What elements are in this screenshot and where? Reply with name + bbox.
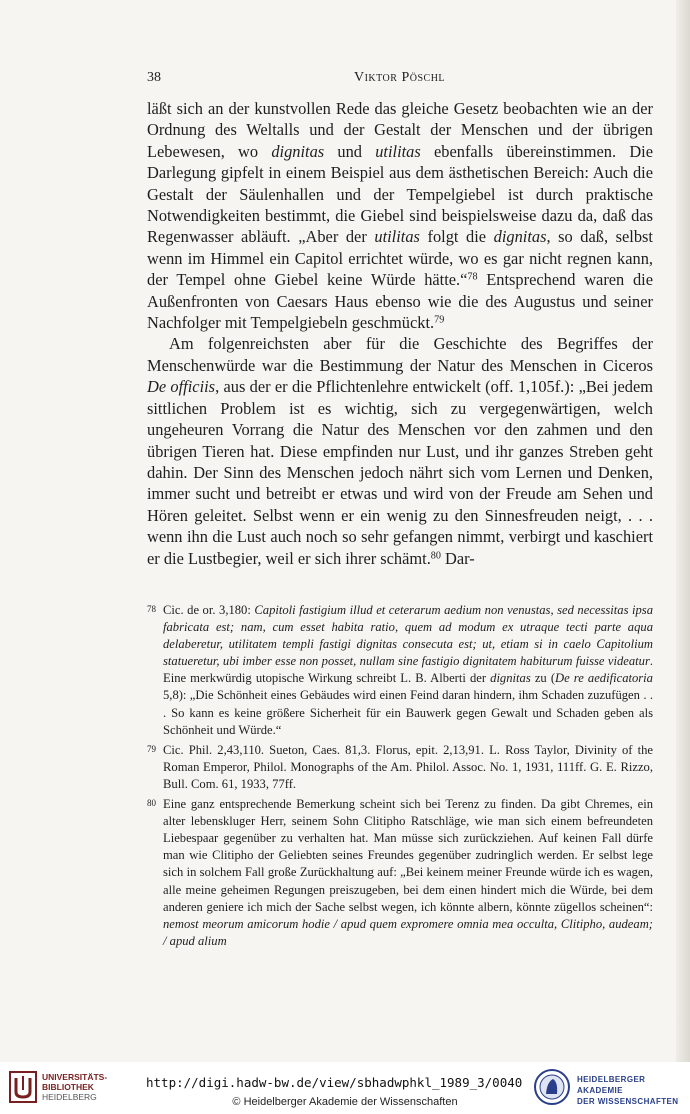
permalink-url[interactable]: http://digi.hadw-bw.de/view/sbhadwphkl_1989_3/0040 xyxy=(146,1075,523,1090)
university-library-name: UNIVERSITÄTS- BIBLIOTHEK HEIDELBERG xyxy=(42,1072,108,1102)
running-head xyxy=(147,70,652,90)
body-text xyxy=(147,98,653,569)
footnote-number: 78 xyxy=(147,604,156,614)
footnote xyxy=(147,742,653,793)
footnote-reference: 78 xyxy=(467,271,478,283)
page-number: 38 xyxy=(147,70,161,85)
footnote-text: Cic. Phil. 2,43,110. Sueton, Caes. 81,3. Florus, epit. 2,13,91. L. Ross Taylor, Divinity of the Roman Emperor, Philol. Monographs of the Am. Philol. Assoc. No. 1, 1931, 111ff. G. E. Rizzo, Bull. Com. 61, 1933, 77ff. xyxy=(163,742,653,791)
footnote-text: Cic. de or. 3,180: Capitoli fastigium illud et ceterarum aedium non venustas, sed necessitas ipsa fabricata est; nam, cum esset habita ratio, quem ad modum ex utraque tecti parte aqua delaberetur, utilitatem templi fastigi dignitas consecuta est; ut, etiam si in caelo Capitolium statueretur, ubi imber esse non posset, nullam sine fastigio dignitatem habiturum fuisse videatur. Eine merkwürdig utopische Wirkung schreibt L. B. Alberti der dignitas zu (De re aedificatoria 5,8): „Die Schönheit eines Gebäudes wird einen Feind daran hindern, ihm Schaden zuzufügen . . . So kann es keine größere Sicherheit für ein Bauwerk gegen Gewalt und Schaden geben als Schönheit und Würde.“ xyxy=(163,603,653,737)
academy-name: HEIDELBERGER AKADEMIE DER WISSENSCHAFTEN xyxy=(577,1075,679,1106)
footnote-number: 79 xyxy=(147,743,156,754)
viewer-footer xyxy=(0,1062,690,1114)
academy-seal-icon xyxy=(533,1068,571,1106)
footnotes xyxy=(147,602,653,953)
page-edge xyxy=(676,0,690,1062)
footnote-reference: 80 xyxy=(430,549,441,561)
footnote xyxy=(147,796,653,950)
footnote xyxy=(147,602,653,739)
footnote-reference: 79 xyxy=(434,314,445,326)
paragraph: läßt sich an der kunstvollen Rede das gleiche Gesetz beobachten wie an der Ordnung des Weltalls und der Gestalt der Menschen und der übrigen Lebewesen, wo dignitas und utilitas ebenfalls übereinstimmen. Die Darlegung gipfelt in einem Beispiel aus dem ästhetischen Bereich: Auch die Gestalt der Säulenhallen und der Tempelgiebel ist durch praktische Notwendigkeiten bestimmt, die Giebel sind beispielsweise dazu da, daß das Regenwasser abläuft. „Aber der utilitas folgt die dignitas, so daß, selbst wenn im Himmel ein Capitol errichtet würde, wo es gar nicht regnen kann, der Tempel ohne Giebel keine Würde hätte.“$^{78}$ Entsprechend waren die Außenfronten von Caesars Haus ebenso wie die des Augustus und seiner Nachfolger mit Tempelgiebeln geschmückt.$^{79}$ xyxy=(147,99,653,333)
running-title: Viktor Pöschl xyxy=(353,70,446,85)
paragraph: Am folgenreichsten aber für die Geschichte des Begriffes der Menschenwürde war die Bestimmung der Natur des Menschen in Ciceros De officiis, aus der er die Pflichtenlehre entwickelt (off. 1,105f.): „Bei jedem sittlichen Problem ist es wichtig, sich zu vergegenwärtigen, welch ungeheuren Vorrang die Natur des Menschen vor den zahmen und den übrigen Tieren hat. Diese empfinden nur Lust, und ihr ganzes Streben geht dahin. Der Sinn des Menschen jedoch nährt sich vom Lernen und Denken, immer sucht und betreibt er etwas und wird von der Freude am Sehen und Hören geleitet. Selbst wenn er ein wenig zu den Sinnesfreuden neigt, . . . wenn ihn die Lust auch noch so sehr gefangen nimmt, verbirgt und kaschiert er die Lustbegier, weil er sich ihrer schämt.$^{80}$ Dar- xyxy=(147,334,654,568)
copyright-notice: © Heidelberger Akademie der Wissenschaften xyxy=(232,1096,458,1108)
footnote-text: Eine ganz entsprechende Bemerkung scheint sich bei Terenz zu finden. Da gibt Chremes, ein alter lebenskluger Herr, seinem Sohn Clitipho Ratschläge, wie man sich einem befreundeten Liebespaar gegenüber zu verhalten hat. Man müsse sich zurückziehen. Auf keinen Fall dürfe man wie Clitipho der Geliebten seines Freundes gegenüber zudringlich werden. Er selbst lege sich in solchem Fall große Zurückhaltung auf: „Bei keinem meiner Freunde würde ich es wagen, alle meine geheimen Regungen preiszugeben, bei dem einen hindert mich die Würde, bei dem anderen geniere ich mich der Sache selbst wegen, ich könnte albern, könnte zügellos scheinen“: nemost meorum amicorum hodie / apud quem expromere omnia mea occulta, Clitipho, audeam; / apud alium xyxy=(163,797,653,948)
footnote-number: 80 xyxy=(147,798,156,809)
